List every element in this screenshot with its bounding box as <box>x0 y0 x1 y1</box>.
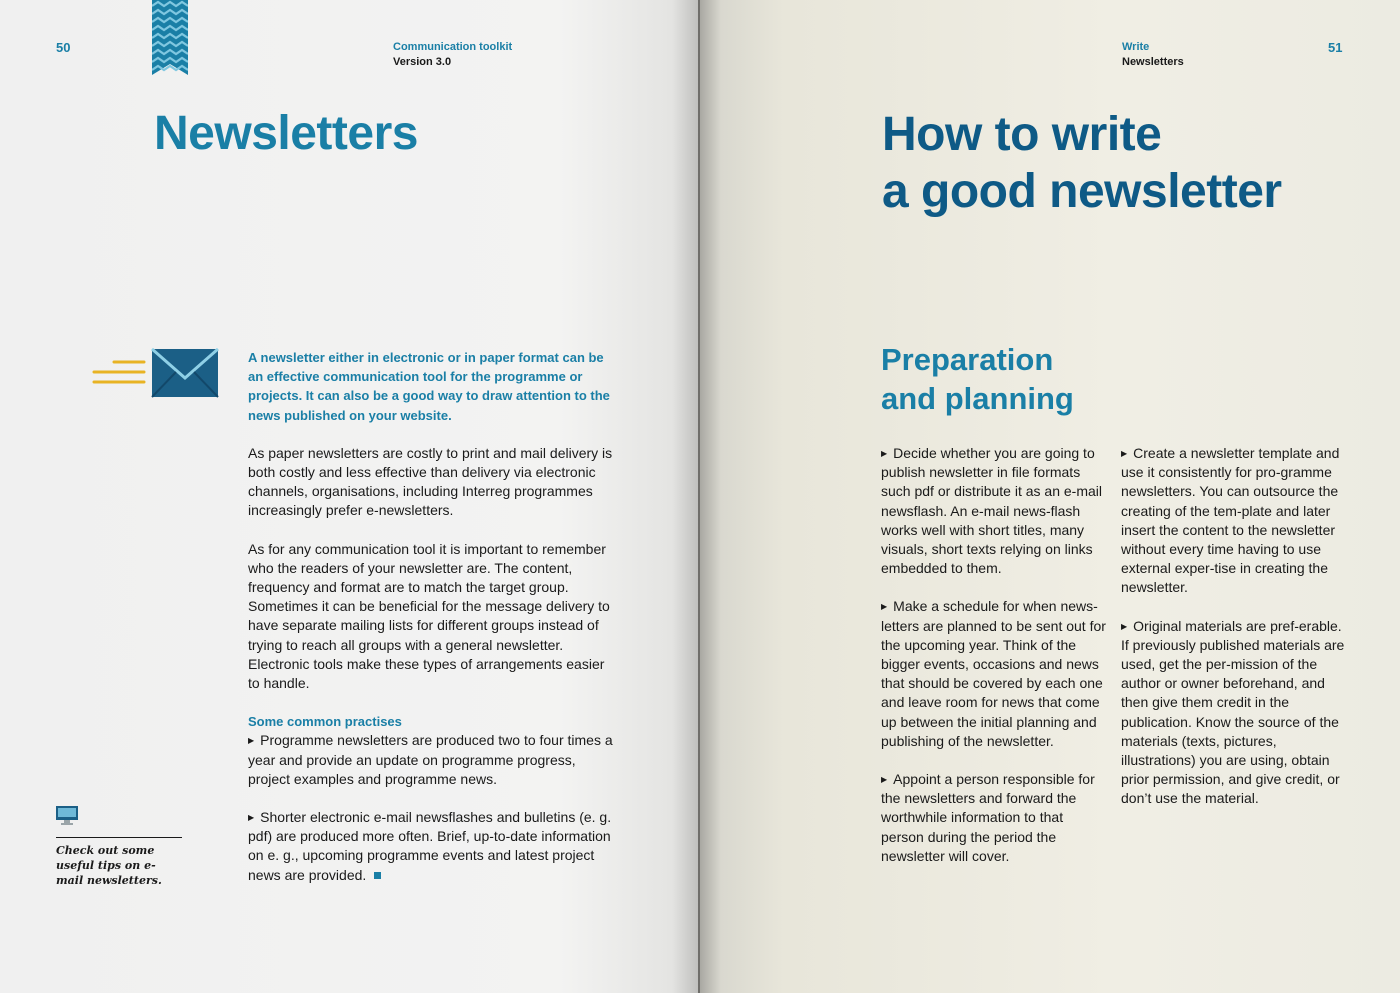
main-column <box>248 348 618 885</box>
bullet-item <box>881 444 1107 578</box>
bullet-item <box>881 770 1107 866</box>
right-page <box>700 0 1400 993</box>
bullet-item <box>881 597 1107 751</box>
page-title-line-1: How to write <box>882 108 1162 161</box>
body-paragraph: As paper newsletters are costly to print and mail delivery is both costly and less effective than delivery via electronic channels, organisations, including Interreg programmes increasingly prefer e-newsletters. <box>248 444 613 519</box>
bullet-text: Appoint a person responsible for the newsletters and forward the worthwhile information to that person during the period the newsletter will cover. <box>881 771 1095 864</box>
bullet-text: Make a schedule for when news-letters are planned to be sent out for the upcoming year. Think of the bigger events, occasions and news that should be covered by each one and leave room for news that come up between the initial planning and publishing of the newsletter. <box>881 598 1106 749</box>
page-title <box>882 106 1282 220</box>
monitor-icon <box>56 806 78 826</box>
text-column-1 <box>881 444 1107 866</box>
section-heading-line-1: Preparation <box>881 342 1054 377</box>
sidenote <box>56 806 182 888</box>
running-head <box>393 40 512 70</box>
running-head-subtitle: Version 3.0 <box>393 56 452 68</box>
running-head-title: Communication toolkit <box>393 41 513 53</box>
text-column-2 <box>1121 444 1349 809</box>
sidenote-rule <box>56 837 182 888</box>
running-head <box>1122 40 1184 70</box>
end-mark-icon <box>374 872 381 879</box>
subheading: Some common practises <box>248 714 402 730</box>
sidenote-text: Check out some useful tips on e-mail newsletters. <box>56 844 162 887</box>
bullet-text: Original materials are pref-erable. If previously published materials are used, get the per-mission of the author or owner beforehand, and then give them credit in the publication. Know the source of the materials (texts, pictures, illustrations) you are using, obtain prior permission, and give credit, or don’t use the material. <box>1121 617 1345 807</box>
body-paragraph: As for any communication tool it is important to remember who the readers of your newsletter are. The content, frequency and format are to match the target group. Sometimes it can be beneficial for the message delivery to have separate mailing lists for different groups instead of trying to reach all groups with a general newsletter. Electronic tools make these types of arrangements easier to handle. <box>248 540 610 692</box>
bullet-text: Create a newsletter template and use it consistently for pro-gramme newsletters. You can outsource the creating of the tem-plate and later insert the content to the newsletter without every time having to use external exper-tise in creating the newsletter. <box>1121 445 1340 596</box>
running-head-title: Write <box>1122 41 1150 53</box>
lead-paragraph: A newsletter either in electronic or in paper format can be an effective communication tool for the programme or projects. It can also be a good way to draw attention to the news published on your website. <box>248 350 610 423</box>
page-number: 51 <box>1328 40 1343 55</box>
page-number: 50 <box>56 40 71 55</box>
envelope-icon <box>92 346 222 401</box>
page-title: Newsletters <box>154 107 418 160</box>
bullet-text: Programme newsletters are produced two to four times a year and provide an update on programme progress, project examples and programme news. <box>248 732 613 787</box>
running-head-subtitle: Newsletters <box>1122 56 1184 68</box>
bullet-text: Decide whether you are going to publish newsletter in file formats such pdf or distribute it as an e-mail newsflash. An e-mail news-flash works well with short titles, many visuals, short texts relying on links embedded to them. <box>881 445 1102 577</box>
bookmark-ribbon-icon <box>152 0 188 75</box>
section-heading <box>881 340 1074 418</box>
bullet-item <box>1121 444 1349 598</box>
bullet-text: Shorter electronic e-mail newsflashes and bulletins (e. g. pdf) are produced more often. Brief, up-to-date information on e. g., upcoming programme events and latest project news are provided. <box>248 809 612 883</box>
page-title-line-2: a good newsletter <box>882 165 1282 218</box>
bullet-item <box>248 731 618 789</box>
section-heading-line-2: and planning <box>881 381 1074 416</box>
bullet-item <box>248 808 618 885</box>
bullet-item <box>1121 617 1349 809</box>
